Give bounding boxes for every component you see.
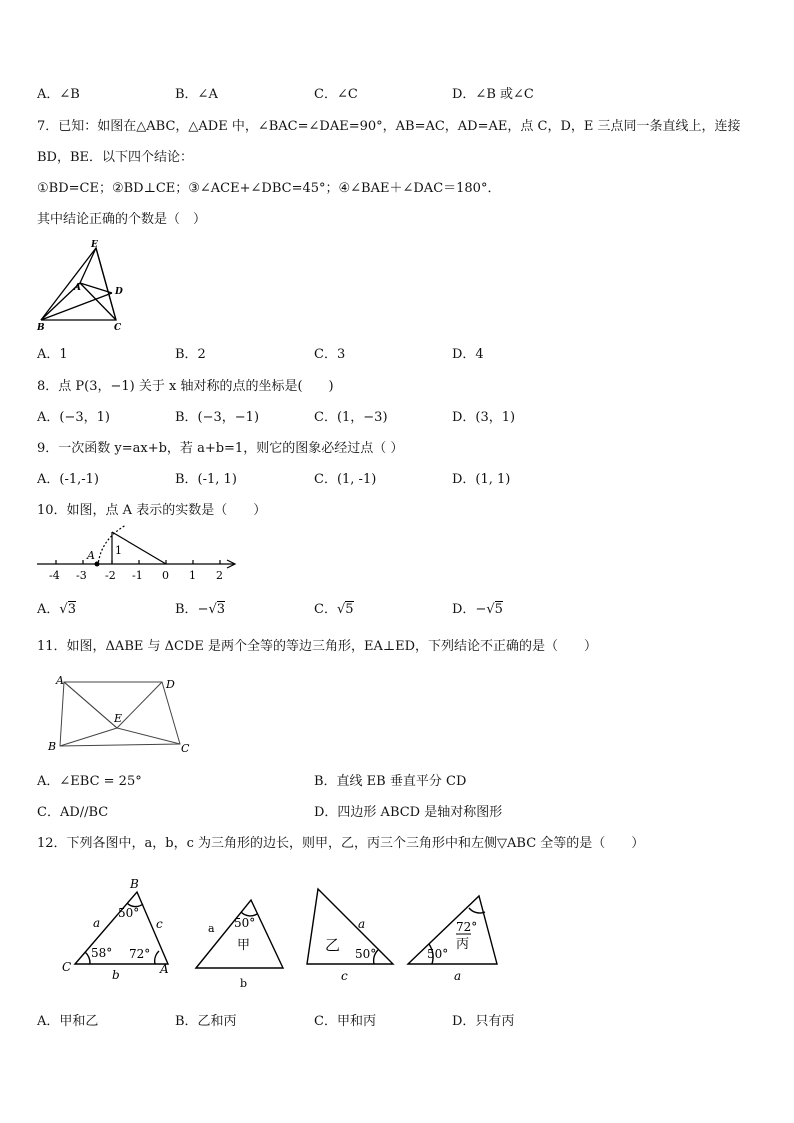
q10-tick-2: 2: [216, 569, 223, 582]
q7-options: [37, 343, 757, 361]
q11-label-d: D: [166, 678, 175, 691]
q10-option-a-prefix: A．: [37, 602, 60, 617]
q6-options: [37, 83, 757, 101]
q12-jia-angle: 50°: [234, 916, 256, 930]
q7-label-a: A: [74, 283, 81, 293]
q7-label-e: E: [91, 240, 98, 250]
q12-ref-angle-b: 50°: [118, 906, 140, 920]
q11-stem: 11．如图，ΔABE 与 ΔCDE 是两个全等的等边三角形，EA⊥ED，下列结论不正确的是（ ）: [37, 639, 598, 654]
q10-tick-neg3: -3: [76, 569, 87, 582]
q12-ref-side-b: b: [112, 968, 120, 982]
q12-yi-side-a: a: [358, 917, 366, 931]
q7-label-d: D: [115, 287, 123, 297]
q7-stem-line1: 7．已知：如图在△ABC，△ADE 中，∠BAC=∠DAE=90°，AB=AC，AD=AE，点 C，D，E 三点同一条直线上，连接: [37, 119, 741, 134]
q9-stem: 9．一次函数 y=ax+b，若 a+b=1，则它的图象必经过点（ ）: [37, 441, 404, 456]
q10-tick-neg1: -1: [132, 569, 143, 582]
q7-label-b: B: [37, 323, 45, 332]
q8-option-c[interactable]: C．(1，−3): [314, 410, 388, 425]
q7-label-c: C: [114, 323, 122, 332]
q10-option-d-radicand: 5: [494, 602, 503, 617]
q10-point-a-dot: [95, 562, 100, 567]
q10-option-b[interactable]: [175, 598, 225, 617]
q11-option-d[interactable]: D．四边形 ABCD 是轴对称图形: [314, 805, 503, 820]
q8-stem: 8．点 P(3，−1) 关于 x 轴对称的点的坐标是( ): [37, 379, 334, 394]
q12-ref-label-b: B: [130, 877, 139, 891]
q12-yi-name: 乙: [325, 936, 341, 954]
q12-options: [37, 1010, 757, 1028]
q10-options: [37, 598, 757, 620]
q12-bing-angle-1: 72°: [456, 920, 478, 934]
q11-figure: [44, 672, 196, 756]
q10-label-one: 1: [115, 544, 122, 557]
q12-bing-side-a: a: [454, 969, 462, 983]
q12-ref-label-c: C: [62, 960, 72, 974]
q10-tick-neg4: -4: [49, 569, 60, 582]
q12-bing-triangle: [408, 896, 497, 964]
q10-number-line-figure: [34, 522, 244, 584]
q12-yi-triangle: [307, 889, 393, 964]
q9-option-b[interactable]: B．(-1, 1): [175, 472, 237, 487]
q11-label-c: C: [181, 742, 190, 755]
q6-option-d[interactable]: D．∠B 或∠C: [452, 87, 534, 102]
q11-option-b[interactable]: B．直线 EB 垂直平分 CD: [314, 774, 467, 789]
q12-ref-side-a: a: [93, 916, 101, 930]
q9-option-a[interactable]: A．(-1,-1): [37, 472, 99, 487]
q12-figure: [56, 872, 506, 994]
q11-label-e: E: [114, 712, 123, 725]
q8-option-b[interactable]: B．(−3，−1): [175, 410, 260, 425]
q10-option-a[interactable]: [37, 598, 76, 617]
q10-option-a-radicand: 3: [67, 602, 76, 617]
q8-options: [37, 406, 757, 424]
q12-ref-triangle: [75, 892, 168, 964]
q7-option-b[interactable]: B．2: [175, 347, 206, 362]
q12-jia-name: 甲: [237, 938, 251, 953]
q7-option-a[interactable]: A．1: [37, 347, 68, 362]
q6-option-c[interactable]: C．∠C: [314, 87, 358, 102]
q7-stem-line4: 其中结论正确的个数是（ ）: [37, 212, 207, 227]
q10-option-c[interactable]: [314, 598, 354, 617]
q10-option-b-prefix: B．: [175, 602, 198, 617]
q10-tick-neg2: -2: [105, 569, 116, 582]
q12-option-d[interactable]: D．只有丙: [452, 1014, 515, 1029]
q11-option-c[interactable]: C．AD//BC: [37, 805, 109, 820]
q7-figure: [34, 238, 134, 332]
q12-ref-label-a: A: [160, 962, 169, 976]
q11-options-row2: [37, 801, 757, 819]
q12-option-b[interactable]: B．乙和丙: [175, 1014, 237, 1029]
q8-option-d[interactable]: D．(3，1): [452, 410, 516, 425]
q12-ref-side-c: c: [156, 917, 163, 931]
q11-label-b: B: [48, 740, 57, 753]
q10-option-d-sign: −: [475, 602, 487, 617]
q7-option-c[interactable]: C．3: [314, 347, 346, 362]
q12-jia-side-b: b: [240, 977, 248, 990]
q10-tick-0: 0: [162, 569, 169, 582]
q12-ref-angle-c: 58°: [91, 946, 113, 960]
q12-ref-angle-a: 72°: [129, 947, 151, 961]
q12-bing-angle-2: 50°: [427, 947, 449, 961]
q10-option-d[interactable]: [452, 598, 503, 617]
q10-option-b-radicand: 3: [216, 602, 226, 617]
q6-option-b[interactable]: B．∠A: [175, 87, 218, 102]
q12-option-a[interactable]: A．甲和乙: [37, 1014, 99, 1029]
q12-option-c[interactable]: C．甲和丙: [314, 1014, 376, 1029]
sqrt-icon: √: [59, 602, 68, 617]
q12-yi-side-c: c: [341, 969, 348, 983]
q10-label-a: A: [87, 549, 95, 562]
q11-options-row1: [37, 770, 757, 788]
q6-option-a[interactable]: A．∠B: [37, 87, 80, 102]
q11-label-a: A: [56, 674, 64, 687]
q12-yi-angle: 50°: [355, 947, 377, 961]
q7-option-d[interactable]: D．4: [452, 347, 484, 362]
q10-stem: 10．如图，点 A 表示的实数是（ ）: [37, 503, 267, 518]
q12-bing-name: 丙: [456, 937, 470, 952]
q9-options: [37, 468, 757, 486]
q10-option-b-sign: −: [197, 602, 209, 617]
q10-option-d-prefix: D．: [452, 602, 476, 617]
q11-option-a[interactable]: A．∠EBC = 25°: [37, 774, 142, 789]
q10-option-c-prefix: C．: [314, 602, 337, 617]
q12-jia-side-a: a: [208, 922, 215, 935]
q10-option-c-radicand: 5: [345, 602, 354, 617]
sqrt-icon: √: [336, 602, 346, 617]
q8-option-a[interactable]: A．(−3，1): [37, 410, 110, 425]
q9-option-d[interactable]: D．(1, 1): [452, 472, 511, 487]
q9-option-c[interactable]: C．(1, -1): [314, 472, 377, 487]
q7-stem-line3: ①BD=CE；②BD⊥CE；③∠ACE+∠DBC=45°；④∠BAE＋∠DAC＝180°．: [37, 181, 501, 196]
q10-tick-1: 1: [189, 569, 196, 582]
sqrt-icon: √: [208, 602, 217, 617]
q12-stem: 12．下列各图中，a，b，c 为三角形的边长，则甲，乙，丙三个三角形中和左侧▽ABC 全等的是（ ）: [37, 836, 645, 851]
q7-stem-line2: BD，BE．以下四个结论：: [37, 150, 194, 165]
sqrt-icon: √: [486, 602, 495, 617]
